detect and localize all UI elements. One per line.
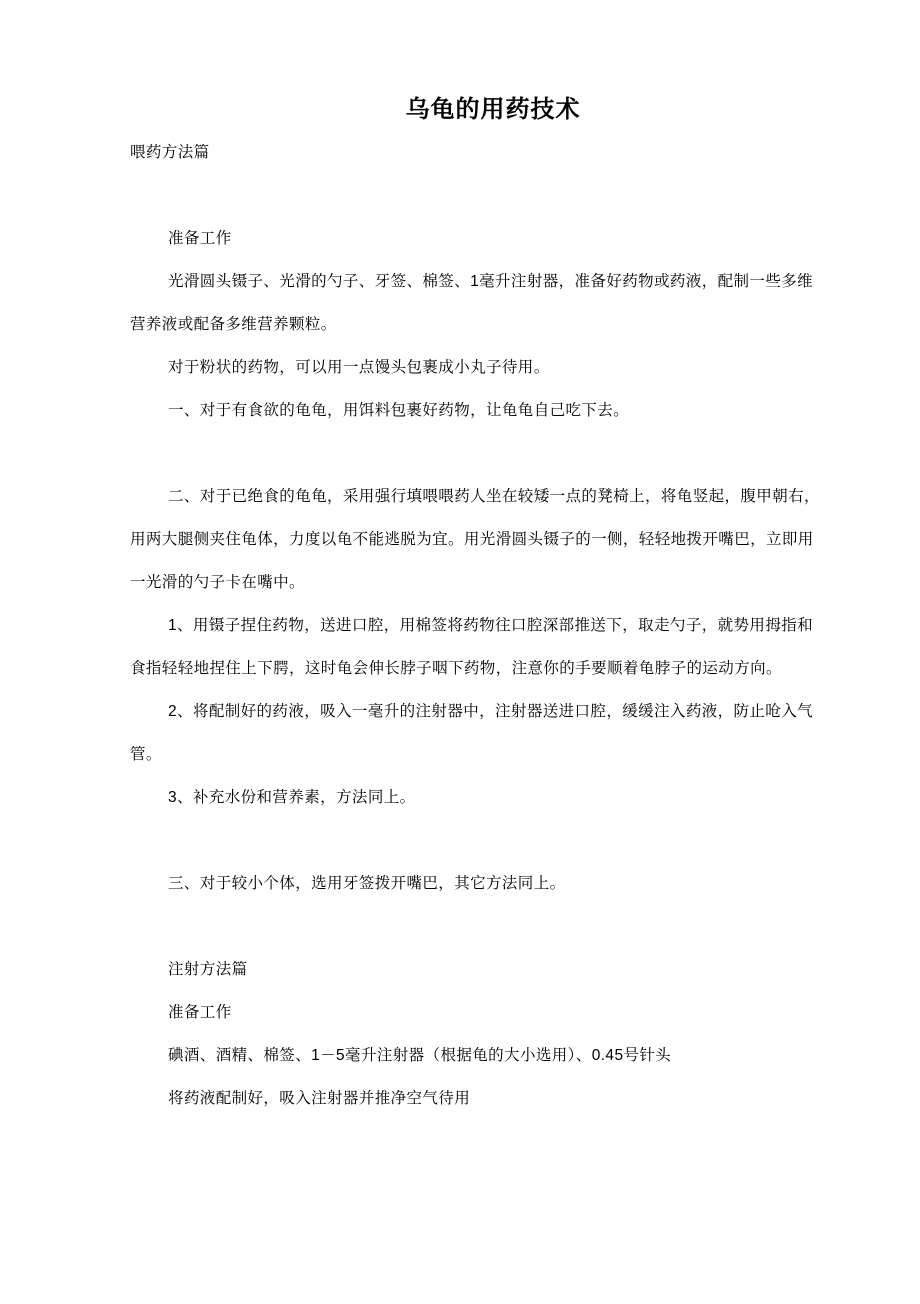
blank-line — [130, 174, 796, 217]
blank-line — [130, 905, 796, 948]
text-line: 管。 — [130, 746, 162, 763]
text-line: 对于粉状的药物，可以用一点馒头包裹成小丸子待用。 — [168, 359, 550, 376]
text-line: 一光滑的勺子卡在嘴中。 — [130, 574, 305, 591]
text-line: 2、将配制好的药液，吸入一毫升的注射器中，注射器送进口腔，缓缓注入药液，防止呛入气 — [168, 703, 814, 720]
text-line: 三、对于较小个体，选用牙签拨开嘴巴，其它方法同上。 — [168, 875, 566, 892]
document-body — [130, 131, 820, 1120]
text-line: 将药液配制好，吸入注射器并推净空气待用 — [168, 1090, 471, 1107]
text-line: 准备工作 — [168, 230, 232, 247]
text-line: 喂药方法篇 — [130, 144, 210, 161]
blank-line — [130, 819, 796, 862]
text-line: 1、用镊子捏住药物，送进口腔，用棉签将药物往口腔深部推送下，取走勺子，就势用拇指和 — [168, 617, 814, 634]
text-line: 注射方法篇 — [168, 961, 248, 978]
text-line: 二、对于已绝食的龟龟，采用强行填喂喂药人坐在较矮一点的凳椅上，将龟竖起，腹甲朝右， — [168, 488, 820, 505]
text-line: 用两大腿侧夹住龟体，力度以龟不能逃脱为宜。用光滑圆头镊子的一侧，轻轻地拨开嘴巴，立即用 — [130, 531, 814, 548]
text-line: 食指轻轻地捏住上下腭，这时龟会伸长脖子咽下药物，注意你的手要顺着龟脖子的运动方向。 — [130, 660, 782, 677]
text-line: 营养液或配备多维营养颗粒。 — [130, 316, 337, 333]
text-line: 光滑圆头镊子、光滑的勺子、牙签、棉签、1毫升注射器，准备好药物或药液，配制一些多维 — [168, 273, 814, 290]
text-line: 碘酒、酒精、棉签、1－5毫升注射器（根据龟的大小选用）、0.45号针头 — [168, 1047, 672, 1064]
document-title: 乌龟的用药技术 — [405, 96, 581, 123]
text-line: 准备工作 — [168, 1004, 232, 1021]
blank-line — [130, 432, 796, 475]
text-line: 一、对于有食欲的龟龟，用饵料包裹好药物，让龟龟自己吃下去。 — [168, 402, 630, 419]
text-line: 3、补充水份和营养素，方法同上。 — [168, 789, 416, 806]
